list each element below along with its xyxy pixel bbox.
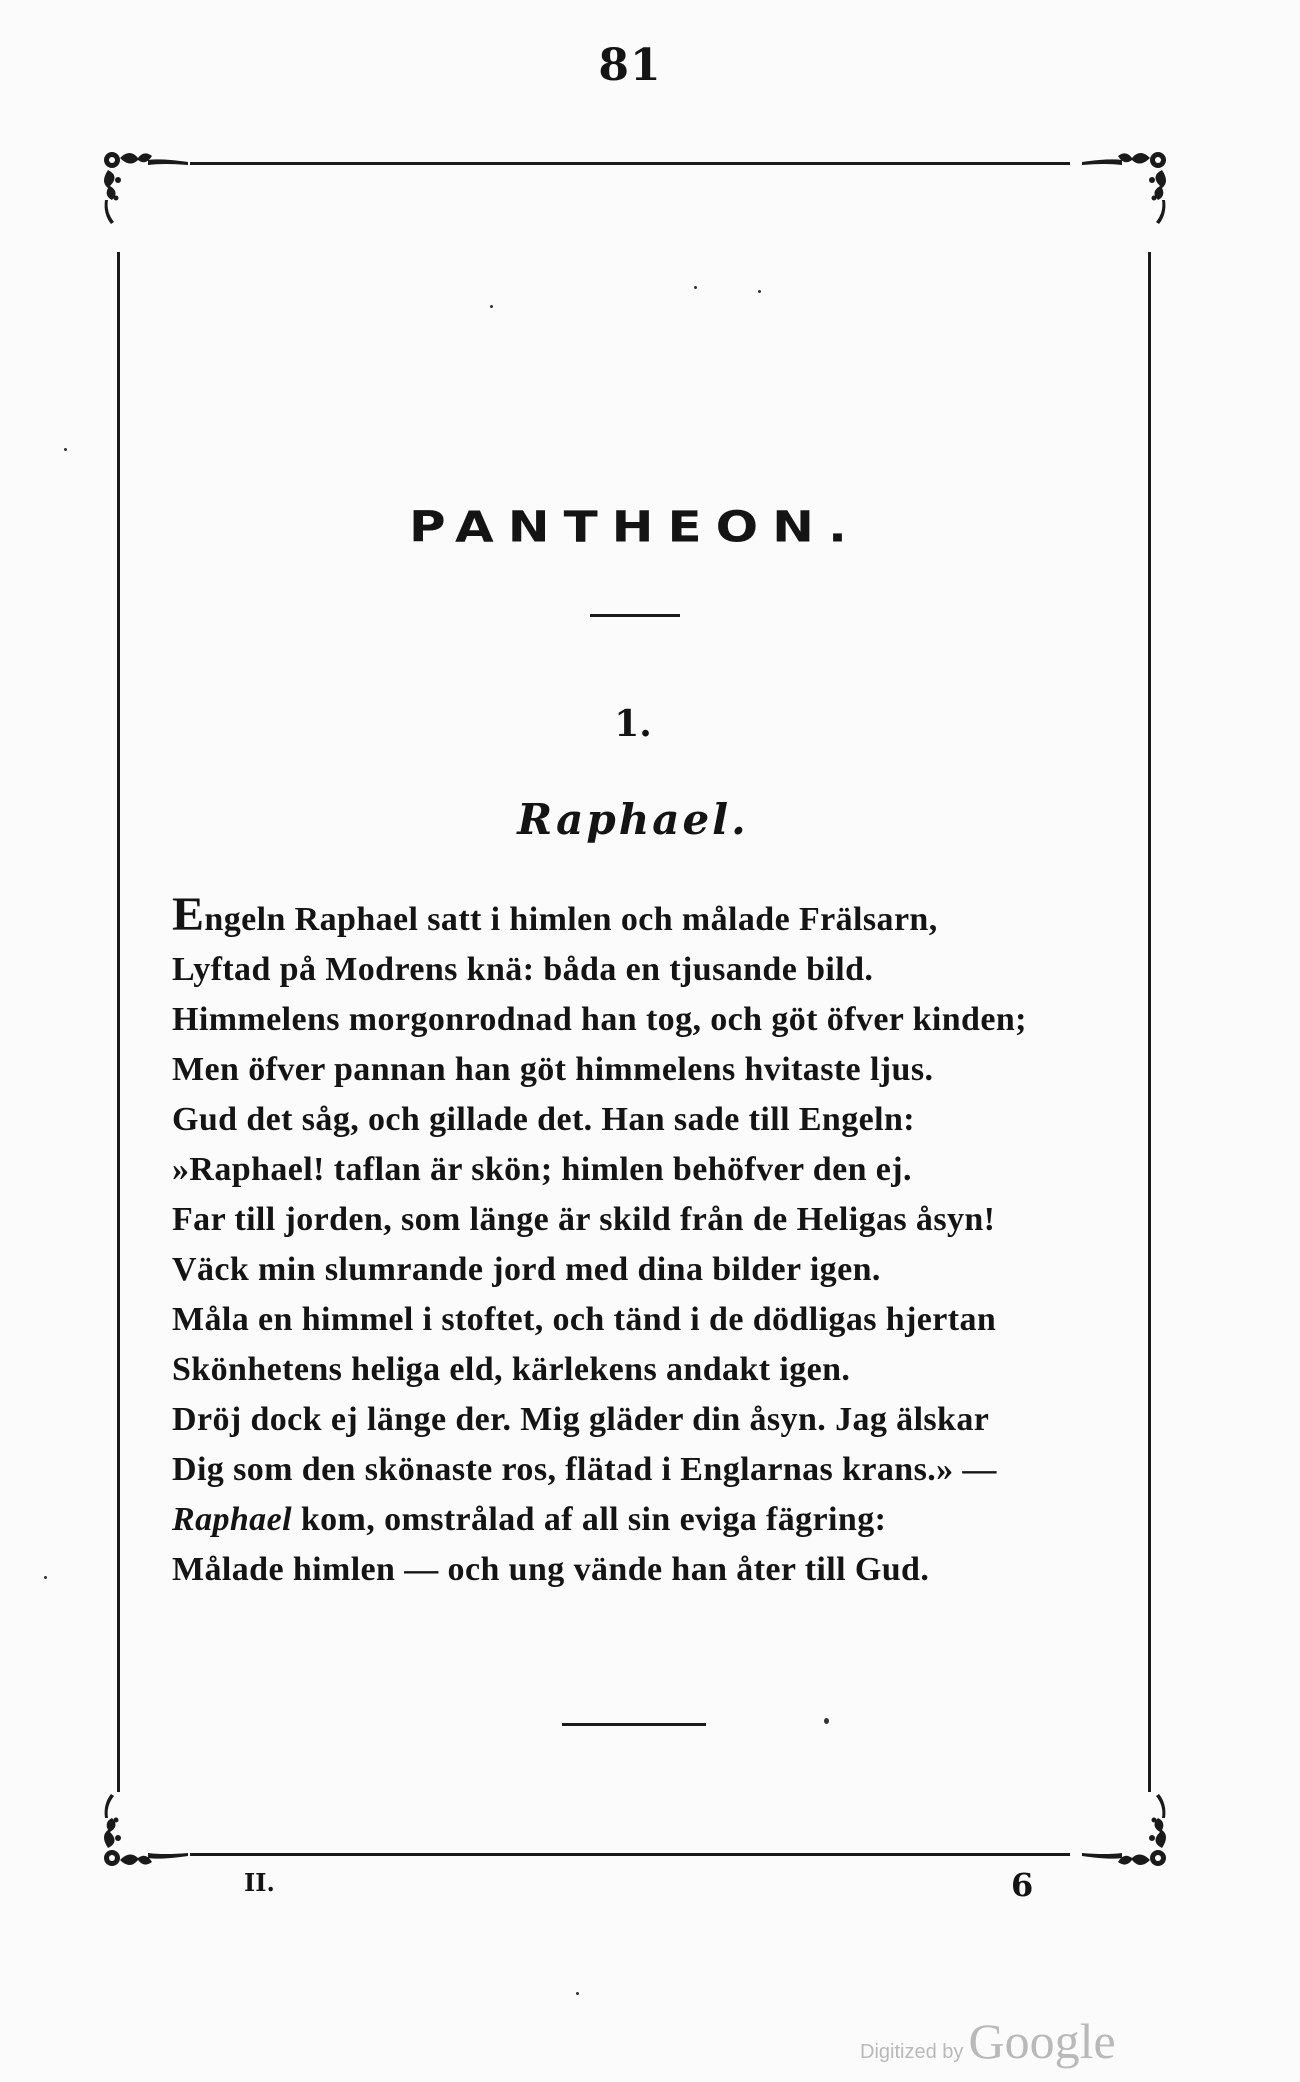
frame-bottom-line	[190, 1853, 1070, 1856]
ink-speck	[824, 1718, 829, 1724]
footer-signature: 6	[1011, 1866, 1034, 1904]
poem-line: Lyftad på Modrens knä: båda en tjusande bild.	[172, 951, 874, 988]
ink-speck	[490, 305, 493, 308]
ink-speck	[576, 1992, 579, 1995]
floral-corner-icon	[1062, 138, 1172, 248]
ink-speck	[694, 286, 697, 289]
poem-line	[172, 1495, 1132, 1545]
digitized-label: Digitized by	[860, 2041, 964, 2063]
frame-top-line	[190, 162, 1070, 165]
ink-speck	[64, 448, 67, 451]
poem-line-text: kom, omstrålad af all sin eviga fägring:	[291, 1501, 887, 1538]
digitized-watermark	[860, 2012, 1116, 2070]
drop-initial: E	[172, 888, 205, 941]
poem-line	[172, 888, 1132, 945]
poem-line: Måla en himmel i stoftet, och tänd i de dödligas hjertan	[172, 1301, 997, 1338]
poem-line: Gud det såg, och gillade det. Han sade till Engeln:	[172, 1101, 915, 1138]
heading-rule	[590, 614, 680, 617]
poem-line: Dig som den skönaste ros, flätad i Englarnas krans.» —	[172, 1451, 997, 1488]
poem-body	[172, 888, 1132, 1595]
chapter-heading: PANTHEON.	[408, 502, 862, 552]
poem-line: Men öfver pannan han göt himmelens hvitaste ljus.	[172, 1051, 934, 1088]
floral-corner-icon	[98, 1770, 208, 1880]
ink-speck	[44, 1576, 47, 1579]
poem-line: Himmelens morgonrodnad han tog, och göt öfver kinden;	[172, 1001, 1027, 1038]
digitized-brand: Google	[968, 2013, 1116, 2069]
poem-title: Raphael.	[517, 795, 749, 844]
poem-line: Målade himlen — och ung vände han åter till Gud.	[172, 1551, 930, 1588]
frame-right-line	[1148, 252, 1151, 1792]
ink-speck	[758, 290, 761, 293]
poem-line-text: ngeln Raphael satt i himlen och målade Frälsarn,	[204, 901, 938, 938]
page-number: 81	[598, 40, 662, 91]
italic-name: Raphael	[172, 1501, 292, 1538]
poem-line: Dröj dock ej länge der. Mig gläder din åsyn. Jag älskar	[172, 1401, 990, 1438]
poem-line: »Raphael! taflan är skön; himlen behöfver den ej.	[172, 1151, 912, 1188]
frame-left-line	[117, 252, 120, 1792]
poem-line: Skönhetens heliga eld, kärlekens andakt igen.	[172, 1351, 851, 1388]
poem-line: Väck min slumrande jord med dina bilder igen.	[172, 1251, 881, 1288]
floral-corner-icon	[1062, 1770, 1172, 1880]
section-number: 1.	[614, 703, 652, 745]
floral-corner-icon	[98, 138, 208, 248]
closing-rule	[562, 1723, 706, 1726]
footer-volume: II.	[244, 1868, 275, 1897]
poem-line: Far till jorden, som länge är skild från de Heligas åsyn!	[172, 1201, 996, 1238]
